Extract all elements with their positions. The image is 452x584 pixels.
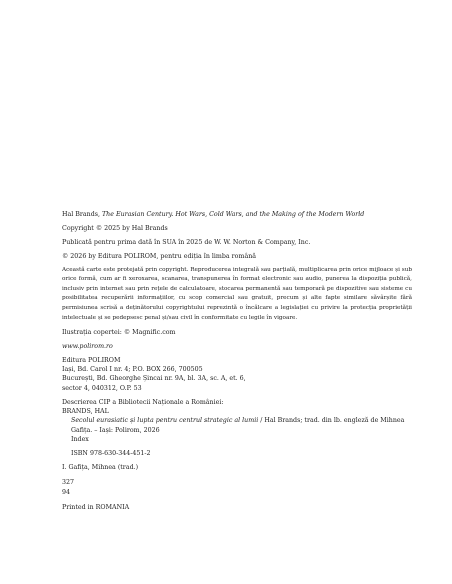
credit-original-title: The Eurasian Century. Hot Wars, Cold Wars, and the Making of the Modern World [101,211,365,218]
rights-notice: Această carte este protejată prin copyright. Reproducerea integrală sau parțială, multiplicarea prin orice mijloace și sub orice formă, cum ar fi xeroxarea, scanarea, transpunerea în format electronic sau audio, punerea la dispoziția publică, inclusiv prin internet sau prin rețele de calculatoare, stocarea permanentă sau temporară pe dispozitive sau sisteme cu posibilitatea recuperării informațiilor, cu scop comercial sau gratuit, precum și alte fapte similare săvârșite fără permisiunea scrisă a deținătorului copyrightului reprezintă o încălcare a legislației cu privire la protecția proprietății intelectuale și se pedepsesc penal și/sau civil în conformitate cu legile în vigoare. [62,266,412,321]
publisher-bucharest-address: București, Bd. Gheorghe Șincai nr. 9A, bl. 3A, sc. A, et. 6, [62,375,246,383]
publisher-bucharest-sector: sector 4, 040312, O.P. 53 [62,384,142,392]
first-published-line: Publicată pentru prima dată în SUA în 2025 de W. W. Norton & Company, Inc. [62,238,311,246]
cover-illustration-credit: Ilustrația copertei: © Magnific.com [62,328,176,336]
cip-class-1: 327 [62,479,75,487]
publisher-iasi-address: Iași, Bd. Carol I nr. 4; P.O. BOX 266, 700505 [62,365,203,373]
cip-title-rest: / Hal Brands; trad. din lb. engleză de Mihnea Gafița. – Iași: Polirom, 2026 [71,417,405,434]
printed-in: Printed in ROMANIA [62,504,130,512]
imprint-block [62,210,412,513]
credit-author: Hal Brands, [62,211,102,218]
copyright-edition: © 2026 by Editura POLIROM, pentru ediția în limba română [62,252,257,260]
cip-title-entry [62,416,412,435]
cip-class-2: 94 [62,488,71,496]
cip-translator: I. Gafița, Mihnea (trad.) [62,464,139,472]
copyright-original: Copyright © 2025 by Hal Brands [62,224,168,232]
cip-title: Secolul eurasiatic și lupta pentru centrul strategic al lumii [71,417,259,425]
cip-isbn: ISBN 978-630-344-451-2 [71,450,151,458]
publisher-name: Editura POLIROM [62,356,121,364]
original-title-credit [62,210,412,219]
publisher-website: www.polirom.ro [62,342,113,350]
cip-heading: Descrierea CIP a Bibliotecii Naționale a României: [62,398,224,406]
cip-index: Index [71,436,89,444]
cip-author-entry: BRANDS, HAL [62,408,109,416]
